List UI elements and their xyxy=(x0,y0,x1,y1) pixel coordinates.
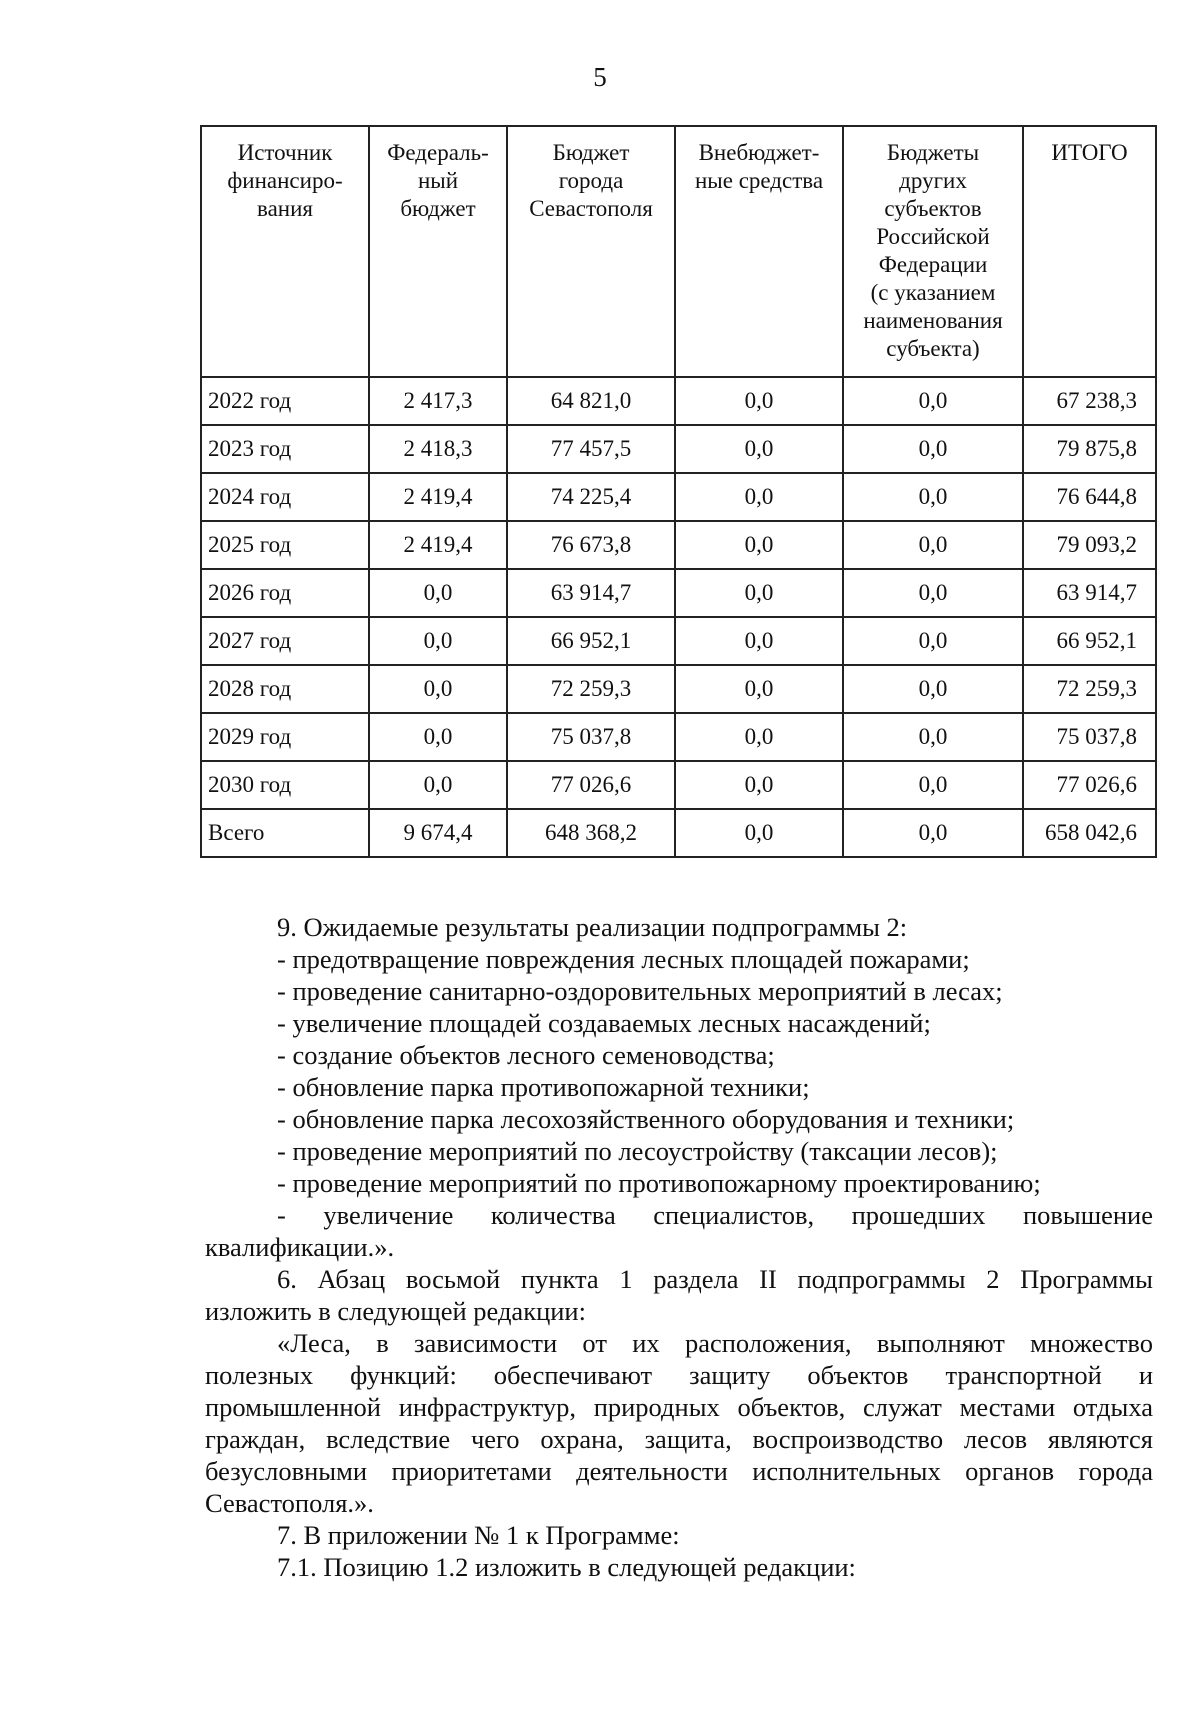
cell-city: 76 673,8 xyxy=(507,521,675,569)
cell-extrabudgetary: 0,0 xyxy=(675,473,843,521)
results-item-last: - увеличение количества специалистов, прошедших повышение xyxy=(277,1200,1153,1230)
paragraph-6: 6. Абзац восьмой пункта 1 раздела II подпрограммы 2 Программы xyxy=(277,1264,1153,1294)
cell-extrabudgetary: 0,0 xyxy=(675,617,843,665)
cell-total: 79 093,2 xyxy=(1023,521,1156,569)
table-header-row xyxy=(201,126,1156,377)
cell-other-subjects: 0,0 xyxy=(843,761,1023,809)
cell-city: 648 368,2 xyxy=(507,809,675,857)
cell-extrabudgetary: 0,0 xyxy=(675,809,843,857)
cell-year: 2025 год xyxy=(201,521,369,569)
results-item: - проведение мероприятий по лесоустройству (таксации лесов); xyxy=(277,1136,998,1166)
cell-total: 658 042,6 xyxy=(1023,809,1156,857)
header-federal-budget: Федераль- ный бюджет xyxy=(369,126,507,377)
results-item: - обновление парка противопожарной техники; xyxy=(277,1072,810,1102)
paragraph-7-1: 7.1. Позицию 1.2 изложить в следующей редакции: xyxy=(277,1552,856,1582)
cell-total: 79 875,8 xyxy=(1023,425,1156,473)
cell-year: 2024 год xyxy=(201,473,369,521)
cell-other-subjects: 0,0 xyxy=(843,377,1023,425)
quote-last-line: Севастополя.». xyxy=(205,1488,374,1518)
cell-total: 67 238,3 xyxy=(1023,377,1156,425)
cell-federal: 2 417,3 xyxy=(369,377,507,425)
cell-other-subjects: 0,0 xyxy=(843,569,1023,617)
cell-city: 63 914,7 xyxy=(507,569,675,617)
results-item: - обновление парка лесохозяйственного оборудования и техники; xyxy=(277,1104,1015,1134)
header-total: ИТОГО xyxy=(1023,126,1156,377)
cell-city: 66 952,1 xyxy=(507,617,675,665)
cell-other-subjects: 0,0 xyxy=(843,521,1023,569)
cell-year: Всего xyxy=(201,809,369,857)
cell-extrabudgetary: 0,0 xyxy=(675,377,843,425)
cell-year: 2030 год xyxy=(201,761,369,809)
cell-extrabudgetary: 0,0 xyxy=(675,425,843,473)
table-row xyxy=(201,521,1156,569)
cell-year: 2028 год xyxy=(201,665,369,713)
cell-federal: 0,0 xyxy=(369,713,507,761)
table-row xyxy=(201,665,1156,713)
table-row-total xyxy=(201,809,1156,857)
results-item: - создание объектов лесного семеноводства; xyxy=(277,1040,775,1070)
cell-extrabudgetary: 0,0 xyxy=(675,713,843,761)
quote-line: полезных функций: обеспечивают защиту объектов транспортной и xyxy=(205,1360,1153,1390)
cell-federal: 0,0 xyxy=(369,569,507,617)
cell-extrabudgetary: 0,0 xyxy=(675,521,843,569)
table-row xyxy=(201,713,1156,761)
cell-federal: 2 419,4 xyxy=(369,521,507,569)
results-item-last-cont: квалификации.». xyxy=(205,1232,395,1262)
quote-line: промышленной инфраструктур, природных объектов, служат местами отдыха xyxy=(205,1392,1153,1422)
header-other-subjects-budgets: Бюджеты других субъектов Российской Федерации (с указанием наименования субъекта) xyxy=(843,126,1023,377)
table-row xyxy=(201,473,1156,521)
cell-extrabudgetary: 0,0 xyxy=(675,761,843,809)
cell-total: 76 644,8 xyxy=(1023,473,1156,521)
quote-line: «Леса, в зависимости от их расположения, выполняют множество xyxy=(277,1328,1153,1358)
results-item: - проведение санитарно-оздоровительных мероприятий в лесах; xyxy=(277,976,1003,1006)
cell-other-subjects: 0,0 xyxy=(843,473,1023,521)
cell-year: 2022 год xyxy=(201,377,369,425)
cell-city: 74 225,4 xyxy=(507,473,675,521)
cell-total: 77 026,6 xyxy=(1023,761,1156,809)
cell-year: 2026 год xyxy=(201,569,369,617)
cell-federal: 2 419,4 xyxy=(369,473,507,521)
cell-other-subjects: 0,0 xyxy=(843,617,1023,665)
header-city-budget: Бюджет города Севастополя xyxy=(507,126,675,377)
cell-extrabudgetary: 0,0 xyxy=(675,569,843,617)
page-number: 5 xyxy=(593,62,607,92)
cell-total: 66 952,1 xyxy=(1023,617,1156,665)
paragraph-6-cont: изложить в следующей редакции: xyxy=(205,1296,586,1326)
results-item: - проведение мероприятий по противопожарному проектированию; xyxy=(277,1168,1041,1198)
cell-total: 63 914,7 xyxy=(1023,569,1156,617)
cell-federal: 0,0 xyxy=(369,665,507,713)
results-item: - увеличение площадей создаваемых лесных насаждений; xyxy=(277,1008,931,1038)
cell-other-subjects: 0,0 xyxy=(843,425,1023,473)
table-row xyxy=(201,617,1156,665)
cell-other-subjects: 0,0 xyxy=(843,665,1023,713)
quote-line: граждан, вследствие чего охрана, защита, воспроизводство лесов являются xyxy=(205,1424,1153,1454)
cell-federal: 2 418,3 xyxy=(369,425,507,473)
paragraph-7: 7. В приложении № 1 к Программе: xyxy=(277,1520,680,1550)
quote-line: безусловными приоритетами деятельности исполнительных органов города xyxy=(205,1456,1153,1486)
header-extrabudgetary: Внебюджет- ные средства xyxy=(675,126,843,377)
document-body xyxy=(205,911,1153,1583)
cell-city: 75 037,8 xyxy=(507,713,675,761)
cell-city: 72 259,3 xyxy=(507,665,675,713)
cell-year: 2023 год xyxy=(201,425,369,473)
cell-federal: 0,0 xyxy=(369,617,507,665)
cell-city: 77 026,6 xyxy=(507,761,675,809)
table-row xyxy=(201,569,1156,617)
table-row xyxy=(201,377,1156,425)
financing-table xyxy=(200,125,1157,858)
cell-year: 2029 год xyxy=(201,713,369,761)
cell-other-subjects: 0,0 xyxy=(843,713,1023,761)
cell-total: 72 259,3 xyxy=(1023,665,1156,713)
table-row xyxy=(201,761,1156,809)
header-source: Источник финансиро- вания xyxy=(201,126,369,377)
cell-city: 77 457,5 xyxy=(507,425,675,473)
cell-extrabudgetary: 0,0 xyxy=(675,665,843,713)
cell-total: 75 037,8 xyxy=(1023,713,1156,761)
results-heading: 9. Ожидаемые результаты реализации подпрограммы 2: xyxy=(277,912,908,942)
cell-year: 2027 год xyxy=(201,617,369,665)
results-item: - предотвращение повреждения лесных площадей пожарами; xyxy=(277,944,970,974)
cell-other-subjects: 0,0 xyxy=(843,809,1023,857)
cell-city: 64 821,0 xyxy=(507,377,675,425)
cell-federal: 0,0 xyxy=(369,761,507,809)
table-row xyxy=(201,425,1156,473)
cell-federal: 9 674,4 xyxy=(369,809,507,857)
